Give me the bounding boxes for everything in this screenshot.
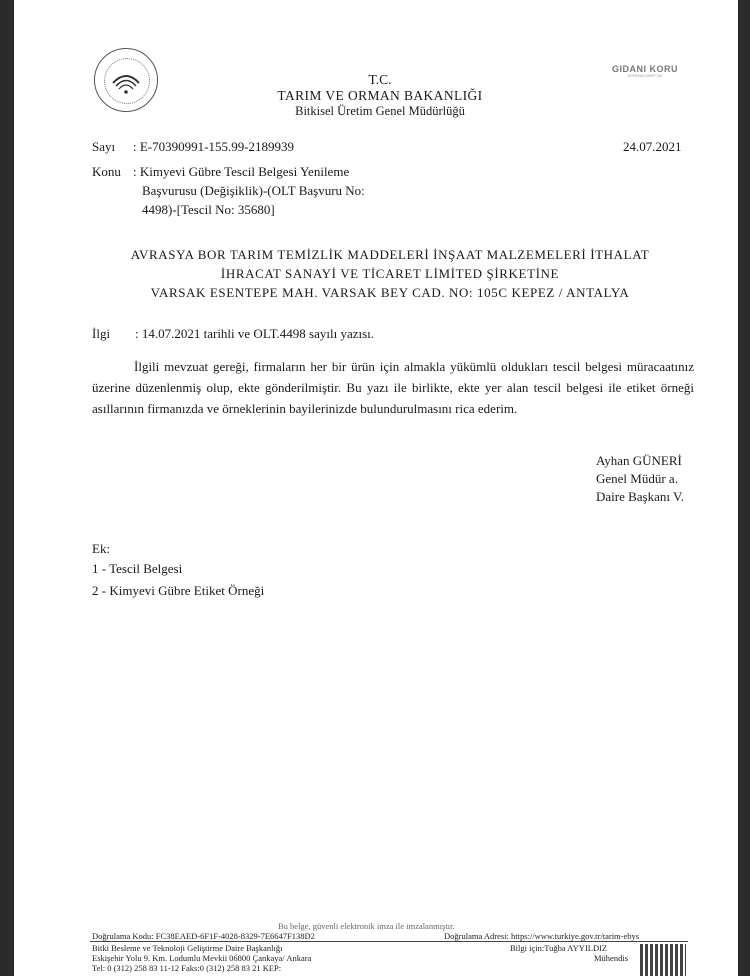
ilgi-value: : 14.07.2021 tarihli ve OLT.4498 sayılı yazısı. [135, 326, 375, 341]
recipient-line-3: VARSAK ESENTEPE MAH. VARSAK BEY CAD. NO: 105C KEPEZ / ANTALYA [150, 285, 630, 300]
konu-label: Konu [92, 164, 121, 179]
konu-line-3: 4498)-[Tescil No: 35680] [142, 202, 275, 217]
konu-line-2: Başvurusu (Değişiklik)-(OLT Başvuru No: [142, 183, 365, 198]
verify-address: Doğrulama Adresi: https://www.turkiye.gov.tr/tarim-ebys [444, 931, 640, 941]
footer-address: Eskişehir Yolu 9. Km. Lodumlu Mevkii 06800 Çankaya/ Ankara [92, 953, 312, 963]
body-paragraph [92, 356, 694, 419]
sayi-value: : E-70390991-155.99-2189939 [133, 139, 295, 154]
ministry-name: TARIM VE ORMAN BAKANLIĞI [277, 88, 483, 103]
signer-name: Ayhan GÜNERİ [596, 453, 682, 468]
attachment-item-2: 2 - Kimyevi Gübre Etiket Örneği [92, 583, 265, 598]
footer-department: Bitki Besleme ve Teknoloji Geliştirme Daire Başkanlığı [92, 943, 283, 953]
brand-badge [590, 64, 700, 78]
recipient-line-2: İHRACAT SANAYİ VE TİCARET LİMİTED ŞİRKETİNE [220, 266, 560, 281]
ilgi-label: İlgi [92, 326, 111, 341]
attachment-item-1: 1 - Tescil Belgesi [92, 561, 183, 576]
signer-title-1: Genel Müdür a. [596, 471, 678, 486]
esign-notice: Bu belge, güvenli elektronik imza ile imzalanmıştır. [278, 921, 455, 931]
ministry-logo [94, 48, 158, 112]
footer-phone: Tel: 0 (312) 258 83 11-12 Faks:0 (312) 258 83 21 KEP: [92, 963, 282, 973]
footer-contact: Bilgi için:Tuğba AYYILDIZ [510, 943, 608, 953]
recipient-line-1: AVRASYA BOR TARIM TEMİZLİK MADDELERİ İNŞAAT MALZEMELERİ İTHALAT [130, 247, 650, 262]
directorate-name: Bitkisel Üretim Genel Müdürlüğü [295, 104, 465, 118]
footer-role: Mühendis [594, 953, 628, 963]
footer-divider [90, 941, 688, 942]
header-tc: T.C. [368, 72, 392, 87]
brand-sub: SOFRANA SAHİP ÇIK [627, 74, 663, 78]
attachments-label: Ek: [92, 541, 111, 556]
brand-main: GIDANI KORU [612, 64, 678, 74]
sayi-label: Sayı [92, 139, 116, 154]
document-date: 24.07.2021 [623, 139, 682, 154]
signature-block [596, 452, 716, 506]
body-text: İlgili mevzuat gereği, firmaların her bir ürün için almakla yükümlü oldukları tescil belgesi müracaatınız üzerine düzenlenmiş olup, ekte gönderilmiştir. Bu yazı ile birlikte, ekte yer alan tescil belgesi ile etiket örneği asıllarının firmanızda ve örneklerinin bayilerinizde bulundurulmasını rica ederim. [92, 359, 694, 416]
konu-line-1: : Kimyevi Gübre Tescil Belgesi Yenileme [133, 164, 350, 179]
verify-code: Doğrulama Kodu: FC38EAED-6F1F-4028-8329-7E6647F138D2 [92, 931, 315, 941]
qr-code-icon [640, 944, 686, 976]
signer-title-2: Daire Başkanı V. [596, 489, 684, 504]
wheat-emblem-icon [109, 65, 143, 95]
